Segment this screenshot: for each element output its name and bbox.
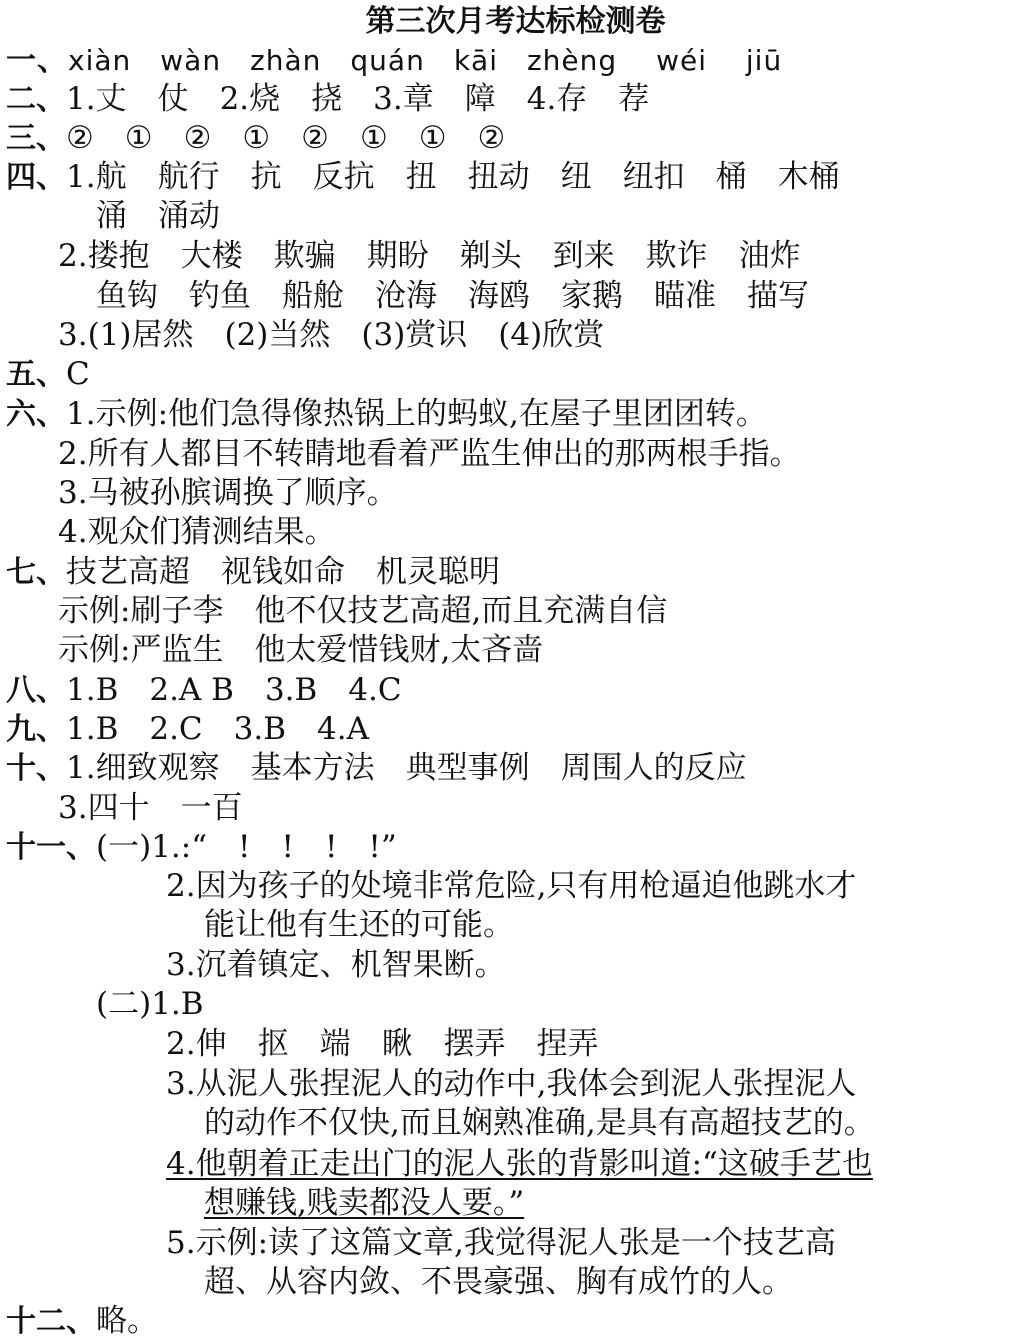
answer-line-23 [204,906,514,944]
answer-line-21 [6,828,397,867]
answer-line-28 [204,1104,875,1142]
answer-line-29 [166,1145,873,1183]
answer-line-13 [58,513,336,551]
answer-text: 的动作不仅快,而且娴熟准确,是具有高超技艺的。 [204,1105,875,1141]
answer-line-11 [58,435,801,473]
answer-line-30 [204,1184,524,1222]
answer-line-32 [204,1263,793,1301]
section-number: 八、 [6,673,66,708]
answer-line-26 [166,1025,599,1063]
answer-line-20 [58,789,243,827]
section-number: 四、 [6,160,66,195]
answer-text: (二)1.B [96,986,204,1022]
answer-text: 3.马被孙膑调换了顺序。 [58,475,398,511]
section-number: 一、 [6,43,68,78]
section-number: 三、 [6,121,66,156]
answer-line-17 [6,671,402,710]
answer-line-4 [6,158,840,197]
answer-text: 略。 [96,1303,158,1339]
answer-text: 2.搂抱 大楼 欺骗 期盼 剃头 到来 欺诈 油炸 [58,238,801,274]
answer-line-7 [96,277,809,315]
answer-line-10 [6,395,767,434]
answer-line-14 [6,553,500,592]
answer-text: 技艺高超 视钱如命 机灵聪明 [66,554,500,590]
answer-line-33 [6,1302,158,1341]
answer-line-24 [166,946,506,984]
page-title: 第三次月考达标检测卷 [365,4,666,39]
answer-line-19 [6,749,747,788]
section-number: 五、 [6,357,66,392]
section-number: 二、 [6,82,66,117]
answer-text: 3.从泥人张捏泥人的动作中,我体会到泥人张捏泥人 [166,1066,857,1102]
answer-line-22 [166,867,856,905]
answer-text: 1.航 航行 抗 反抗 扭 扭动 纽 纽扣 桶 木桶 [66,159,840,195]
answer-text: 4.观众们猜测结果。 [58,514,336,550]
answer-line-9 [6,355,90,394]
answer-text: 想赚钱,贱卖都没人要。” [204,1185,525,1221]
answer-text: 1.B 2.C 3.B 4.A [66,711,369,747]
answer-text: 涌 涌动 [96,198,220,234]
answer-line-5 [96,197,220,235]
answer-text: (一)1.:“ ! ! ! !” [96,829,397,865]
answer-text: 2.因为孩子的处境非常危险,只有用枪逼迫他跳水才 [166,868,857,904]
answer-text: 4.他朝着正走出门的泥人张的背影叫道:“这破手艺也 [166,1146,873,1182]
answer-line-15 [58,592,667,630]
answer-text: 示例:严监生 他太爱惜钱财,太吝啬 [58,632,544,668]
answer-text: xiàn wàn zhàn quán kāi zhèng wéi jiū [68,44,783,77]
answer-line-27 [166,1065,856,1103]
answer-line-18 [6,710,369,749]
answer-line-16 [58,631,543,669]
answer-text: 鱼钩 钓鱼 船舱 沧海 海鸥 家鹅 瞄准 描写 [96,278,809,314]
answer-text: 2.伸 抠 端 瞅 摆弄 捏弄 [166,1026,599,1062]
answer-line-31 [166,1224,836,1262]
answer-text: 1.丈 仗 2.烧 挠 3.章 障 4.存 荐 [66,81,650,117]
answer-text: 1.细致观察 基本方法 典型事例 周围人的反应 [66,750,747,786]
answer-text: C [66,356,90,392]
section-number: 十、 [6,751,66,786]
answer-line-1 [6,42,782,80]
answer-line-3 [6,119,505,158]
answer-text: 3.(1)居然 (2)当然 (3)赏识 (4)欣赏 [58,317,605,353]
section-number: 十二、 [6,1304,96,1339]
section-number: 九、 [6,712,66,747]
answer-text: 1.示例:他们急得像热锅上的蚂蚁,在屋子里团团转。 [66,396,767,432]
section-number: 十一、 [6,830,96,865]
answer-text: ② ① ② ① ② ① ① ② [66,120,506,156]
answer-text: 能让他有生还的可能。 [204,907,514,943]
answer-line-8 [58,316,604,354]
answer-text: 示例:刷子李 他不仅技艺高超,而且充满自信 [58,593,668,629]
answer-line-2 [6,80,649,119]
answer-line-25 [96,985,204,1023]
answer-text: 2.所有人都目不转睛地看着严监生伸出的那两根手指。 [58,436,801,472]
answer-text: 超、从容内敛、不畏豪强、胸有成竹的人。 [204,1264,793,1300]
answer-text: 5.示例:读了这篇文章,我觉得泥人张是一个技艺高 [166,1225,836,1261]
answer-line-12 [58,474,398,512]
section-number: 七、 [6,555,66,590]
answer-line-6 [58,237,801,275]
section-number: 六、 [6,397,66,432]
answer-text: 1.B 2.A B 3.B 4.C [66,672,402,708]
answer-text: 3.四十 一百 [58,790,243,826]
answer-text: 3.沉着镇定、机智果断。 [166,947,506,983]
